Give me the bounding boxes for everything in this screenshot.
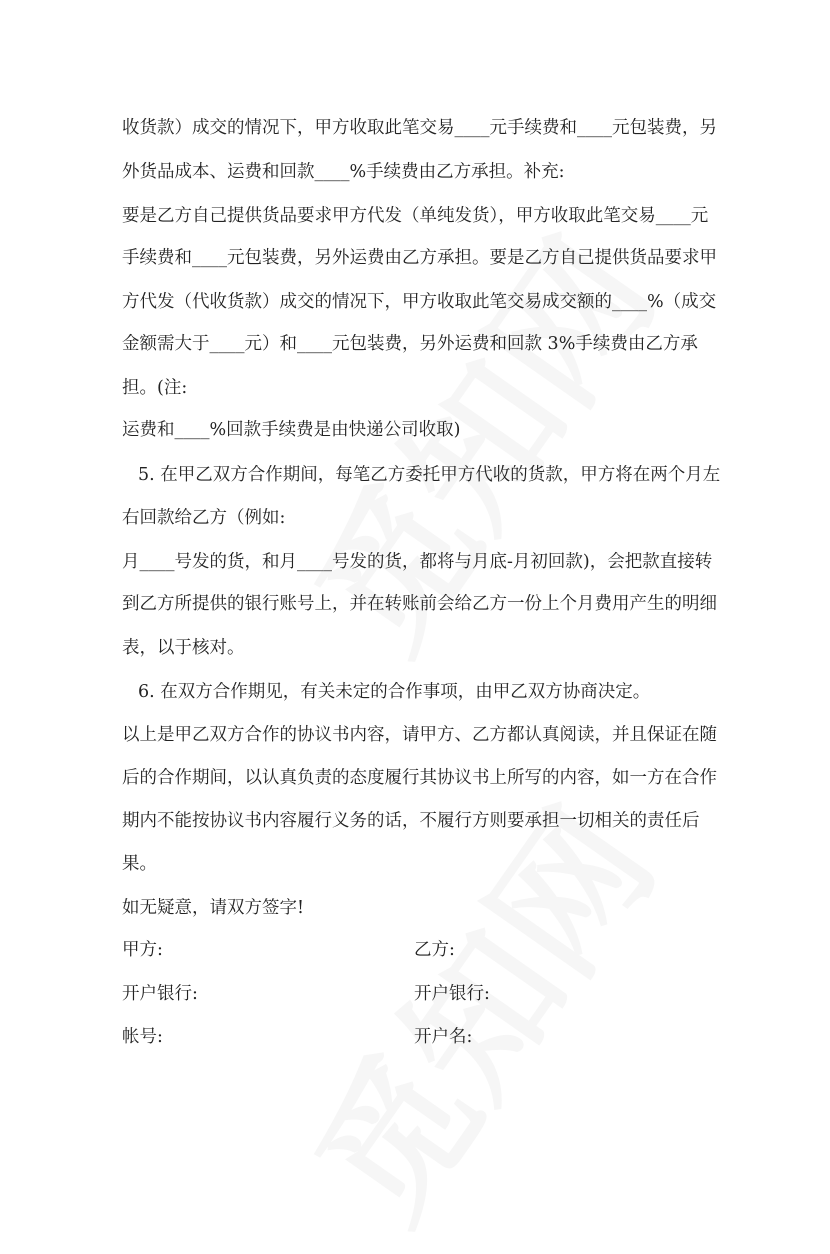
- paragraph-line: 担。(注:: [122, 378, 188, 398]
- paragraph-line: 要是乙方自己提供货品要求甲方代发（单纯发货），甲方收取此笔交易____元: [122, 206, 709, 226]
- paragraph-line: 方代发（代收货款）成交的情况下，甲方收取此笔交易成交额的____%（成交: [122, 292, 717, 312]
- clause-5: 5. 在甲乙双方合作期间，每笔乙方委托甲方代收的货款，甲方将在两个月左: [138, 465, 721, 485]
- paragraph-line: 月____号发的货，和月____号发的货，都将与月底-月初回款)，会把款直接转: [122, 552, 713, 572]
- paragraph-line: 金额需大于____元）和____元包装费，另外运费和回款 3%手续费由乙方承: [122, 334, 698, 354]
- paragraph-line: 以上是甲乙双方合作的协议书内容，请甲方、乙方都认真阅读，并且保证在随: [122, 725, 717, 745]
- paragraph-line: 期内不能按协议书内容履行义务的话，不履行方则要承担一切相关的责任后: [122, 811, 700, 831]
- bank-b-label: 开户银行:: [414, 984, 490, 1004]
- party-a-label: 甲方:: [122, 940, 163, 960]
- paragraph-line: 运费和____%回款手续费是由快递公司收取): [122, 420, 461, 440]
- paragraph-line: 右回款给乙方（例如:: [122, 508, 286, 528]
- party-b-label: 乙方:: [414, 940, 455, 960]
- closing-line: 如无疑意，请双方签字!: [122, 898, 305, 918]
- paragraph-line: 后的合作期间，以认真负责的态度履行其协议书上所写的内容，如一方在合作: [122, 768, 717, 788]
- account-name-b-label: 开户名:: [414, 1027, 473, 1047]
- paragraph-line: 果。: [122, 854, 157, 874]
- bank-a-label: 开户银行:: [122, 984, 198, 1004]
- account-a-label: 帐号:: [122, 1027, 163, 1047]
- paragraph-line: 表，以于核对。: [122, 638, 245, 658]
- paragraph-line: 到乙方所提供的银行账号上，并在转账前会给乙方一份上个月费用产生的明细: [122, 594, 717, 614]
- clause-6: 6. 在双方合作期见，有关未定的合作事项，由甲乙双方协商决定。: [138, 682, 651, 702]
- paragraph-line: 收货款）成交的情况下，甲方收取此笔交易____元手续费和____元包装费，另: [122, 118, 717, 138]
- paragraph-line: 外货品成本、运费和回款____%手续费由乙方承担。补充:: [122, 162, 565, 182]
- paragraph-line: 手续费和____元包装费，另外运费由乙方承担。要是乙方自己提供货品要求甲: [122, 248, 717, 268]
- watermark: [257, 762, 692, 1254]
